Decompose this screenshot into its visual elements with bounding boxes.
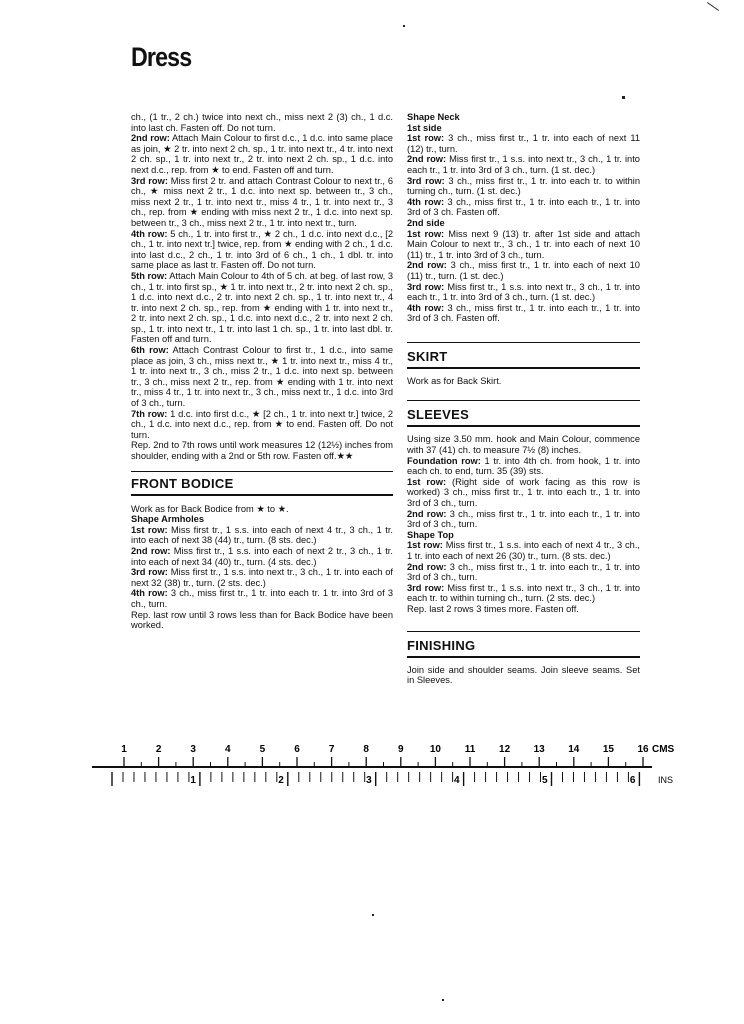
section-heading-sleeves: SLEEVES [407,407,470,423]
row-label: 3rd row: [407,281,445,292]
row-text: Miss first tr., 1 s.s. into each of next 2 tr., 3 ch., 1 tr. into each of next 34 (40) tr., turn. (4 sts. dec.) [131,545,393,567]
row-label: 1st row: [407,133,445,144]
paper-speck [622,96,625,99]
paper-speck [442,999,444,1001]
subheading-shape-armholes: Shape Armholes [131,514,205,525]
paragraph-text: Work as for Back Skirt. [407,375,502,386]
ruler-cm-number: 8 [363,744,369,755]
row-label: 2nd row: [407,508,447,519]
row-label: 2nd row: [407,260,447,271]
row-text: Miss first 2 tr. and attach Contrast Colour to next tr., 6 ch., ★ miss next 2 tr., 1 d.c. into next sp. between tr., 3 ch., miss next 2 tr., 1 tr. into next tr., miss 4 tr., 1 tr. into next tr., 3 ch., rep. from ★ ending with miss next 2 tr., 1 d.c. into next sp. between tr., 3 ch., miss next 2 tr., 1 tr. into next tr., turn. [131,175,393,228]
paragraph-text: Using size 3.50 mm. hook and Main Colour, commence with 37 (41) ch. to measure 7½ (8) inches. [407,434,640,456]
row-label: 4th row: [131,228,168,239]
row-text: 3 ch., miss first tr., 1 tr. into each tr., 1 tr. into 3rd of 3 ch., turn. [407,561,640,583]
ruler-cm-number: 13 [533,744,545,755]
row-text: Miss first tr., 1 s.s. into next tr., 3 ch., 1 tr. into each tr., 1 tr. into 3rd of 3 ch., turn. (1 st. dec.) [407,154,640,175]
paragraph-text: Work as for Back Bodice from ★ to ★. [131,503,289,514]
ruler-inch-number: 2 [278,775,284,786]
row-text: 3 ch., miss first tr., 1 tr. into each tr. 1 tr. into 3rd of 3 ch., turn. [131,588,393,609]
row-text: Miss next 9 (13) tr. after 1st side and attach Main Colour to next tr., 3 ch., 1 tr. into each of next 10 (11) tr., 1 tr. into 3rd of 3 ch., turn. [407,228,640,260]
ruler-cm-number: 9 [398,744,404,755]
row-text: Miss first tr., 1 s.s. into each of next 4 tr., 3 ch., 1 tr. into each of next 38 (44) tr., turn. (8 sts. dec.) [131,524,393,546]
subheading-second-side: 2nd side [407,217,445,228]
row-text: 1 d.c. into first d.c., ★ [2 ch., 1 tr. into next tr.] twice, 2 ch., 1 d.c. into next d.c., rep. from ★ to end. Fasten off. Do not turn. [131,408,393,440]
section-heading-skirt: SKIRT [407,348,448,364]
ruler-cm-number: 14 [568,744,580,755]
row-text: 3 ch., miss first tr., 1 tr. into each tr., 1 tr. into 3rd of 3 ch., turn. [407,508,640,530]
ruler-inch-number: 6 [629,775,636,786]
section-heading-front-bodice: FRONT BODICE [131,475,234,491]
paragraph-text: ch., (1 tr., 2 ch.) twice into next ch., miss next 2 (3) ch., 1 d.c. into last ch. Fasten off. Do not turn. [131,112,393,133]
row-label: 3rd row: [131,175,168,186]
row-text: Miss first tr., 1 s.s. into next tr., 3 ch., 1 tr. into each of next 32 (38) tr., turn. (2 sts. dec.) [131,567,393,588]
row-label: 2nd row: [131,545,171,556]
paragraph-text: Join side and shoulder seams. Join sleeve seams. Set in Sleeves. [407,664,640,686]
ruler-ins-label: INS [658,775,674,785]
ruler-cm-number: 15 [602,744,614,755]
paper-speck [403,25,405,27]
row-text: Attach Main Colour to 4th of 5 ch. at beg. of last row, 3 ch., 1 tr. into first sp., ★ 1 tr. into next tr., 2 tr. into next 2 ch. sp., 1 d.c. into next d.c., 2 tr. into next 2 ch. sp., 1 tr. into next tr., 4 tr. into next 2 ch. sp., rep. from ★ ending with 1 tr. into next tr., 2 tr. into next 2 ch. sp., 1 d.c. into next d.c., 2 tr. into next 2 ch. sp., 1 tr. into next tr., 1 tr. into last 1 ch. sp., 1 tr. into last dbl. tr. Fasten off and turn. [131,270,393,345]
ruler-cm-number: 11 [464,744,476,755]
ruler-cm-number: 7 [328,744,335,755]
row-text: (Right side of work facing as this row is worked) 3 ch., miss first tr., 1 tr. into each tr., 1 tr. into 3rd of 3 ch., turn. [407,476,640,509]
row-text: Miss first tr., 1 s.s. into next tr., 3 ch., 1 tr. into each tr., 1 tr. into 3rd of 3 ch., turn. (1 st. dec.) [407,281,640,303]
ruler-cm-number: 12 [499,744,511,755]
ruler-inch-number: 5 [541,775,548,786]
row-label: 7th row: [131,408,168,419]
row-text: 5 ch., 1 tr. into first tr., ★ 2 ch., 1 d.c. into next d.c., [2 ch., 1 tr. into next tr.] twice, rep. from ★ ending with 2 ch., 1 d.c. into last d.c., 2 ch., 1 tr. into 3rd of 6 ch., 1 ch., 1 dbl. tr. into same place as last tr. Fasten off. Do not turn. [131,228,394,271]
paragraph-text: Rep. last row until 3 rows less than for Back Bodice have been worked. [131,609,393,631]
row-label: 4th row: [407,302,445,313]
subheading-first-side: 1st side [407,122,442,133]
paragraph-text: Rep. last 2 rows 3 times more. Fasten off. [407,603,579,614]
row-text: 3 ch., miss first tr., 1 tr. into each tr., 1 tr. into 3rd of 3 ch. Fasten off. [407,302,640,324]
row-label: 1st row: [407,228,445,239]
ruler-cm-number: 6 [294,744,300,755]
row-label: 1st row: [131,524,168,535]
row-label: 1st row: [407,476,447,487]
row-label: 2nd row: [407,154,447,165]
row-label: 4th row: [407,196,445,207]
row-text: 3 ch., miss first tr., 1 tr. into each tr. to within turning ch., turn. (1 st. dec.) [407,175,640,197]
ruler-inch-number: 3 [366,775,372,786]
ruler-cm-number: 2 [155,744,162,755]
row-label: 6th row: [131,345,169,356]
ruler-inch-number: 1 [190,775,196,786]
row-label: Foundation row: [407,455,481,466]
row-label: 3rd row: [407,582,445,593]
row-label: 5th row: [131,270,168,281]
row-text: 1 tr. into 4th ch. from hook, 1 tr. into each ch. to end, turn. 35 (39) sts. [407,455,640,477]
row-label: 2nd row: [131,133,170,144]
row-text: Miss first tr., 1 s.s. into each of next 4 tr., 3 ch., 1 tr. into each of next 26 (30) tr., turn. (8 sts. dec.) [407,540,640,561]
section-heading-finishing: FINISHING [407,637,476,653]
ruler-cm-number: 3 [190,744,196,755]
row-label: 3rd row: [407,175,445,186]
row-text: Miss first tr., 1 s.s. into next tr., 3 ch., 1 tr. into each tr. to within turning ch., turn. (2 sts. dec.) [407,582,640,604]
ruler-cm-number: 16 [637,744,649,755]
ruler-cm-number: 1 [121,744,127,755]
row-text: Attach Contrast Colour to first tr., 1 d.c., into same place as join, 3 ch., miss next tr., ★ 1 tr. into next tr., miss 4 tr., 1 tr. into next tr., 3 ch., miss 2 tr., 1 d.c. into next sp. between tr., 3 ch., miss next 2 tr., rep. from ★ ending with 1 tr. into next tr., miss 4 tr., 1 tr. into next tr., 3 ch., miss next tr., 1 d.c. into 3rd of 3 ch., turn. [131,345,394,409]
ruler-cm-number: 5 [259,744,266,755]
row-label: 1st row: [407,540,443,551]
row-text: 3 ch., miss first tr., 1 tr. into each of next 11 (12) tr., turn. [407,133,640,154]
page-title: Dress [131,42,192,72]
row-label: 2nd row: [407,561,447,572]
ruler-cm-number: 10 [429,744,441,755]
row-text: Attach Main Colour to first d.c., 1 d.c. into same place as join, ★ 2 tr. into next 2 ch. sp., 1 tr. into next tr., 4 tr. into next 2 ch. sp., 1 tr. into next tr., 2 tr. into next 2 ch. sp., 1 d.c. into next d.c., rep. from ★ to end. Fasten off and turn. [131,133,393,175]
ruler-cms-label: CMS [652,744,675,755]
row-text: 3 ch., miss first tr., 1 tr. into each of next 10 (11) tr., turn. (1 st. dec.) [407,260,640,281]
paragraph-text: Rep. 2nd to 7th rows until work measures 12 (12½) inches from shoulder, ending with a 2nd or 5th row. Fasten off.★★ [131,440,393,461]
row-label: 3rd row: [131,567,168,578]
ruler-cm-number: 4 [225,744,231,755]
subheading-shape-top: Shape Top [407,529,454,540]
ruler-inch-number: 4 [454,775,460,786]
subheading-shape-neck: Shape Neck [407,112,460,122]
row-label: 4th row: [131,588,168,599]
paper-speck [372,914,374,916]
row-text: 3 ch., miss first tr., 1 tr. into each tr., 1 tr. into 3rd of 3 ch. Fasten off. [407,196,640,218]
